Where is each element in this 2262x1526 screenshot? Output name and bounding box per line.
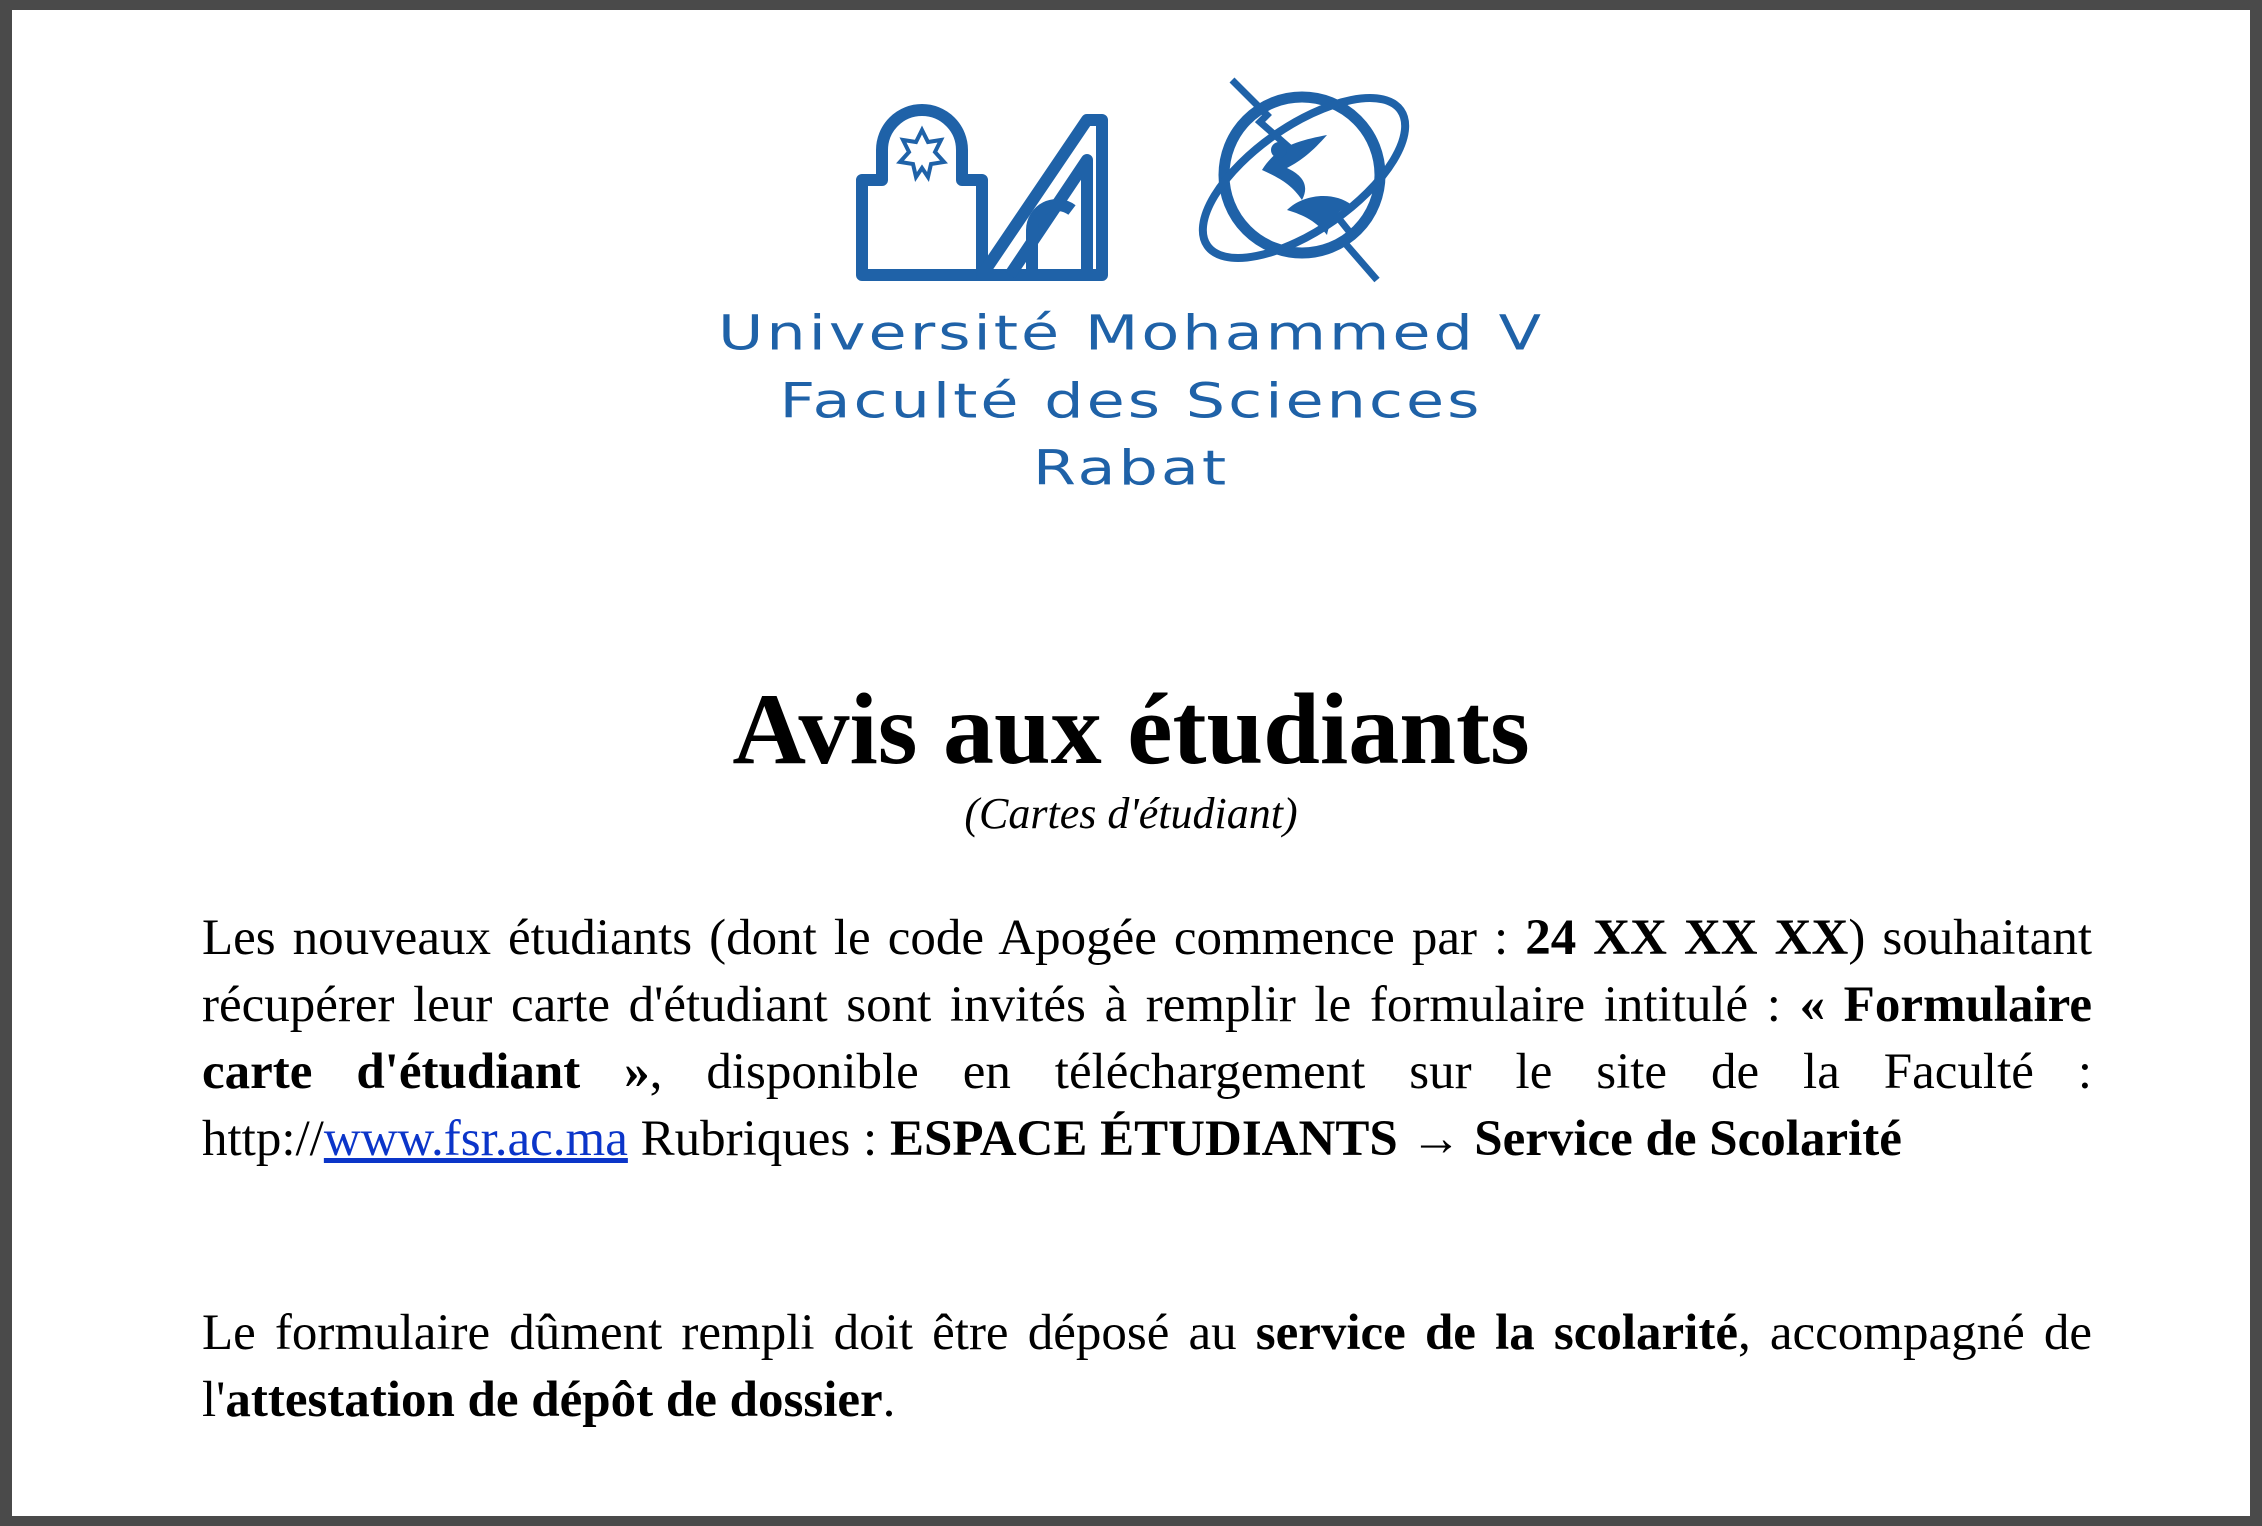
notice-title: Avis aux étudiants — [732, 673, 1530, 786]
required-document: attestation de dépôt de dossier — [225, 1372, 883, 1428]
logo-university-name: Université Mohammed V — [717, 304, 1545, 362]
university-logo — [12, 10, 2250, 530]
arrow-icon: → — [1410, 1111, 1462, 1167]
text-span: . — [882, 1372, 896, 1428]
form-name: « Formulaire carte d'étudiant » — [202, 977, 2092, 1100]
subsection-name: Service de Scolarité — [1474, 1111, 1902, 1167]
text-span: Le formulaire dûment rempli doit être déposé au — [202, 1305, 1256, 1361]
text-span: , accompagné de l' — [202, 1305, 2092, 1428]
text-span: , disponible en téléchargement sur le site de la Faculté : http:// — [202, 1044, 2092, 1167]
logo-faculty-name: Faculté des Sciences — [779, 372, 1483, 430]
text-span: ) souhaitant récupérer leur carte d'étudiant sont invités à remplir le formulaire intitulé : — [202, 910, 2092, 1033]
section-name: ESPACE ÉTUDIANTS — [889, 1111, 1398, 1167]
document-page — [12, 10, 2250, 1516]
text-span: Les nouveaux étudiants (dont le code Apogée commence par : — [202, 910, 1526, 966]
paragraph-submission — [202, 1300, 2092, 1434]
faculty-emblem-icon — [832, 60, 1452, 300]
paragraph-instructions — [202, 905, 2092, 1173]
apogee-code: 24 XX XX XX — [1525, 910, 1849, 966]
logo-city-name: Rabat — [1032, 439, 1230, 497]
notice-subtitle: (Cartes d'étudiant) — [964, 789, 1298, 838]
faculty-website-link[interactable]: www.fsr.ac.ma — [323, 1111, 628, 1167]
submission-place: service de la scolarité — [1255, 1305, 1738, 1361]
text-span: Rubriques : — [627, 1111, 890, 1167]
